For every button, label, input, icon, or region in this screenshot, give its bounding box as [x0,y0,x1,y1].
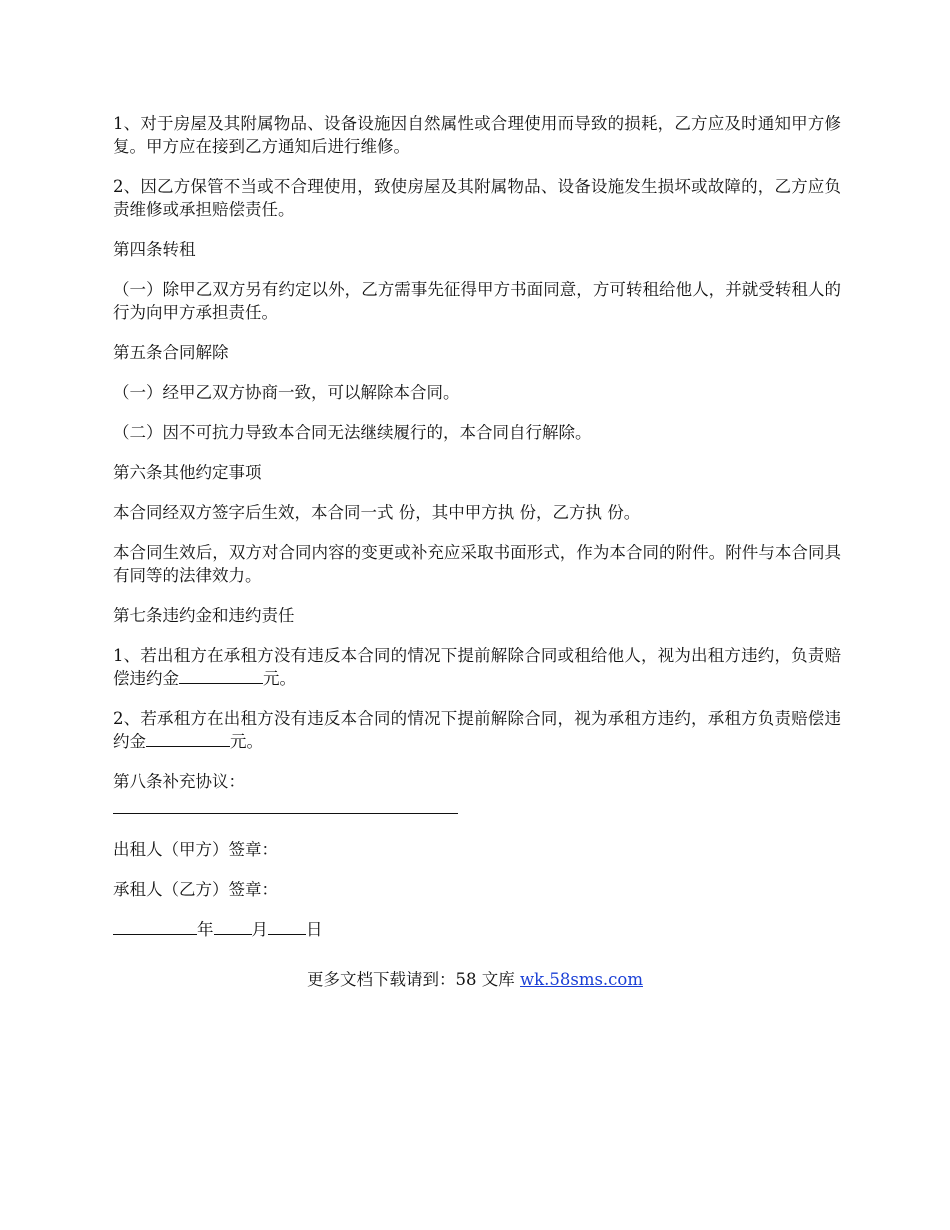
heading-sublease: 第四条转租 [113,240,196,259]
clause-effective: 本合同经双方签字后生效，本合同一式 份，其中甲方执 份，乙方执 份。 [113,503,641,522]
heading-other-matters: 第六条其他约定事项 [113,463,262,482]
lessor-signature-label: 出租人（甲方）签章： [113,840,278,859]
penalty-amount-blank [146,730,230,747]
clause-sublease-1: （一）除甲乙双方另有约定以外，乙方需事先征得甲方书面同意，方可转租给他人，并就受转租人的行为向甲方承担责任。 [113,280,841,322]
signing-date [113,918,841,941]
year-blank [113,918,197,935]
clause-repair-damage: 2、因乙方保管不当或不合理使用，致使房屋及其附属物品、设备设施发生损坏或故障的，乙方应负责维修或承担赔偿责任。 [113,177,841,219]
month-label: 月 [251,920,268,939]
clause-penalty-lessee-suffix: 元。 [230,732,263,751]
footer-text: 更多文档下载请到：58 文库 [306,970,520,989]
heading-termination: 第五条合同解除 [113,343,229,362]
footer-link[interactable]: wk.58sms.com [519,970,643,989]
footer [0,968,950,991]
lessee-signature-label: 承租人（乙方）签章： [113,880,278,899]
day-blank [268,918,306,935]
heading-supplement: 第八条补充协议： [113,772,245,791]
clause-penalty-lessee-text: 2、若承租方在出租方没有违反本合同的情况下提前解除合同，视为承租方违约，承租方负责赔偿违约金 [113,709,841,751]
clause-amendment: 本合同生效后，双方对合同内容的变更或补充应采取书面形式，作为本合同的附件。附件与本合同具有同等的法律效力。 [113,543,841,585]
month-blank [214,918,252,935]
document-body [113,112,841,958]
clause-penalty-lessor [113,644,841,690]
heading-penalty: 第七条违约金和违约责任 [113,606,295,625]
clause-penalty-lessee [113,707,841,753]
clause-repair-wear: 1、对于房屋及其附属物品、设备设施因自然属性或合理使用而导致的损耗，乙方应及时通知甲方修复。甲方应在接到乙方通知后进行维修。 [113,114,841,156]
clause-termination-2: （二）因不可抗力导致本合同无法继续履行的，本合同自行解除。 [113,423,592,442]
clause-penalty-lessor-text: 1、若出租方在承租方没有违反本合同的情况下提前解除合同或租给他人，视为出租方违约，负责赔偿违约金 [113,646,841,688]
year-label: 年 [197,920,214,939]
day-label: 日 [306,920,323,939]
supplement-blank-line [113,813,458,814]
clause-penalty-lessor-suffix: 元。 [263,669,296,688]
clause-termination-1: （一）经甲乙双方协商一致，可以解除本合同。 [113,383,460,402]
penalty-amount-blank [179,667,263,684]
